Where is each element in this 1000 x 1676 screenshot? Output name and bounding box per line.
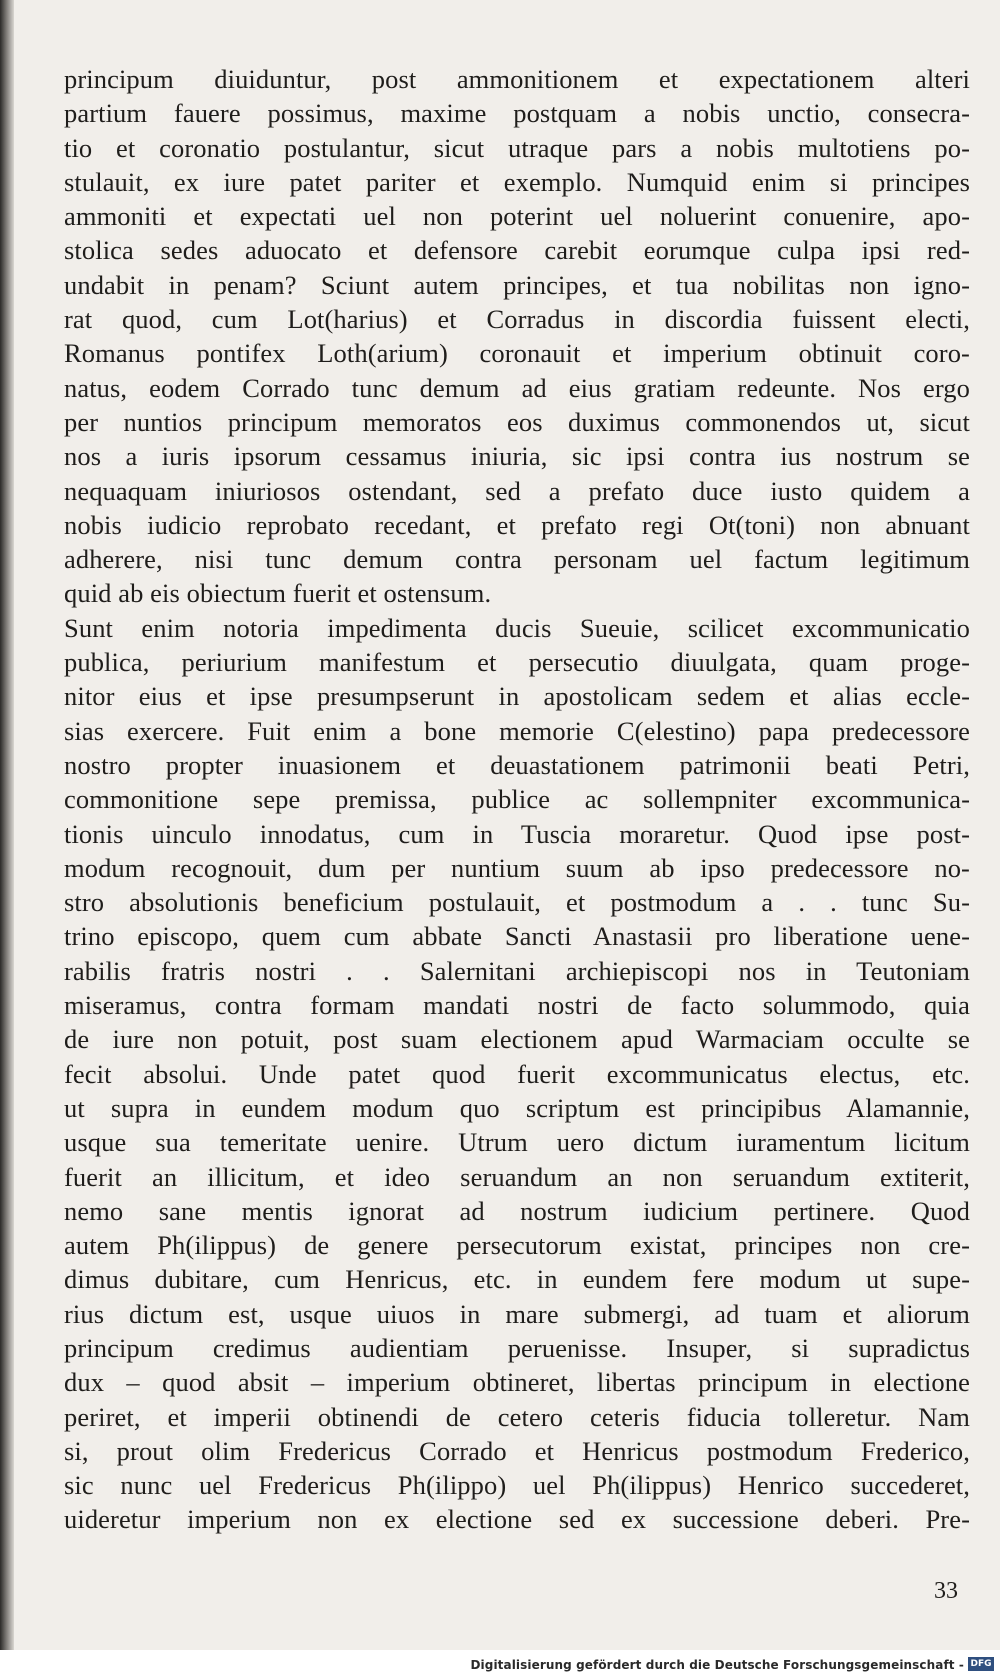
footer-credit: Digitalisierung gefördert durch die Deutsche Forschungsgemeinschaft -	[470, 1658, 964, 1672]
page-number: 33	[934, 1578, 958, 1604]
text-line: ut supra in eundem modum quo scriptum est principibus Alamannie,	[64, 1092, 970, 1123]
text-line: si, prout olim Fredericus Corrado et Henricus postmodum Frederico,	[64, 1435, 970, 1466]
text-line: nostro propter inuasionem et deuastationem patrimonii beati Petri,	[64, 749, 970, 780]
text-line: nos a iuris ipsorum cessamus iniuria, sic ipsi contra ius nostrum se	[64, 441, 970, 472]
book-page	[14, 0, 1000, 1676]
text-line: fecit absolui. Unde patet quod fuerit excommunicatus electus, etc.	[64, 1058, 970, 1089]
body-text	[64, 62, 970, 1537]
text-line: stolica sedes aduocato et defensore carebit eorumque culpa ipsi red-	[64, 235, 970, 266]
text-line: Romanus pontifex Loth(arium) coronauit et imperium obtinuit coro-	[64, 338, 970, 369]
text-line: dux – quod absit – imperium obtineret, libertas principum in electione	[64, 1367, 970, 1398]
text-line: nitor eius et ipse presumpserunt in apostolicam sedem et alias eccle-	[64, 681, 970, 712]
text-line: principum diuiduntur, post ammonitionem et expectationem alteri	[64, 64, 970, 94]
digitization-footer	[0, 1650, 1000, 1676]
text-line: miseramus, contra formam mandati nostri de facto solummodo, quia	[64, 990, 970, 1021]
text-line: stulauit, ex iure patet pariter et exemplo. Numquid enim si principes	[64, 166, 970, 197]
text-line: de iure non potuit, post suam electionem apud Warmaciam occulte se	[64, 1024, 970, 1055]
text-line: autem Ph(ilippus) de genere persecutorum existat, principes non cre-	[64, 1230, 970, 1261]
text-line: fuerit an illicitum, et ideo seruandum an non seruandum extiterit,	[64, 1161, 970, 1192]
text-line: tio et coronatio postulantur, sicut utraque pars a nobis multotiens po-	[64, 132, 970, 163]
text-line: rabilis fratris nostri . . Salernitani archiepiscopi nos in Teutoniam	[64, 955, 970, 986]
text-line: tionis uinculo innodatus, cum in Tuscia moraretur. Quod ipse post-	[64, 818, 970, 849]
text-line: usque sua temeritate uenire. Utrum uero dictum iuramentum licitum	[64, 1127, 970, 1158]
text-line: stro absolutionis beneficium postulauit, et postmodum a . . tunc Su-	[64, 887, 970, 918]
text-line: rat quod, cum Lot(harius) et Corradus in discordia fuissent electi,	[64, 304, 970, 335]
text-line: adherere, nisi tunc demum contra personam uel factum legitimum	[64, 544, 970, 575]
text-line: sias exercere. Fuit enim a bone memorie C(elestino) papa predecessore	[64, 715, 970, 746]
text-line: ammoniti et expectati uel non poterint uel noluerint conuenire, apo-	[64, 201, 970, 232]
text-line: per nuntios principum memoratos eos duximus commonendos ut, sicut	[64, 406, 970, 437]
text-line: uideretur imperium non ex electione sed ex successione deberi. Pre-	[64, 1504, 970, 1535]
page-binding-shadow	[0, 0, 14, 1676]
text-line: rius dictum est, usque uiuos in mare submergi, ad tuam et aliorum	[64, 1298, 970, 1329]
text-line: undabit in penam? Sciunt autem principes, et tua nobilitas non igno-	[64, 269, 970, 300]
text-line: nobis iudicio reprobato recedant, et prefato regi Ot(toni) non abnuant	[64, 509, 970, 540]
text-line: nemo sane mentis ignorat ad nostrum iudicium pertinere. Quod	[64, 1195, 970, 1226]
text-line: natus, eodem Corrado tunc demum ad eius gratiam redeunte. Nos ergo	[64, 372, 970, 403]
text-line: sic nunc uel Fredericus Ph(ilippo) uel Ph(ilippus) Henrico succederet,	[64, 1470, 970, 1501]
text-line: Sunt enim notoria impedimenta ducis Sueuie, scilicet excommunicatio	[64, 612, 970, 643]
text-line: principum credimus audientiam peruenisse. Insuper, si supradictus	[64, 1332, 970, 1363]
text-line: publica, periurium manifestum et persecutio diuulgata, quam proge-	[64, 647, 970, 678]
text-line: periret, et imperii obtinendi de cetero ceteris fiducia tolleretur. Nam	[64, 1401, 970, 1432]
text-line: trino episcopo, quem cum abbate Sancti Anastasii pro liberatione uene-	[64, 921, 970, 952]
text-line: partium fauere possimus, maxime postquam a nobis unctio, consecra-	[64, 98, 970, 129]
text-line: quid ab eis obiectum fuerit et ostensum.	[64, 578, 492, 609]
text-line: nequaquam iniuriosos ostendant, sed a prefato duce iusto quidem a	[64, 475, 970, 506]
text-line: modum recognouit, dum per nuntium suum ab ipso predecessore no-	[64, 852, 970, 883]
text-line: dimus dubitare, cum Henricus, etc. in eundem fere modum ut supe-	[64, 1264, 970, 1295]
text-line: commonitione sepe premissa, publice ac sollempniter excommunica-	[64, 784, 970, 815]
dfg-logo: DFG	[968, 1657, 994, 1671]
